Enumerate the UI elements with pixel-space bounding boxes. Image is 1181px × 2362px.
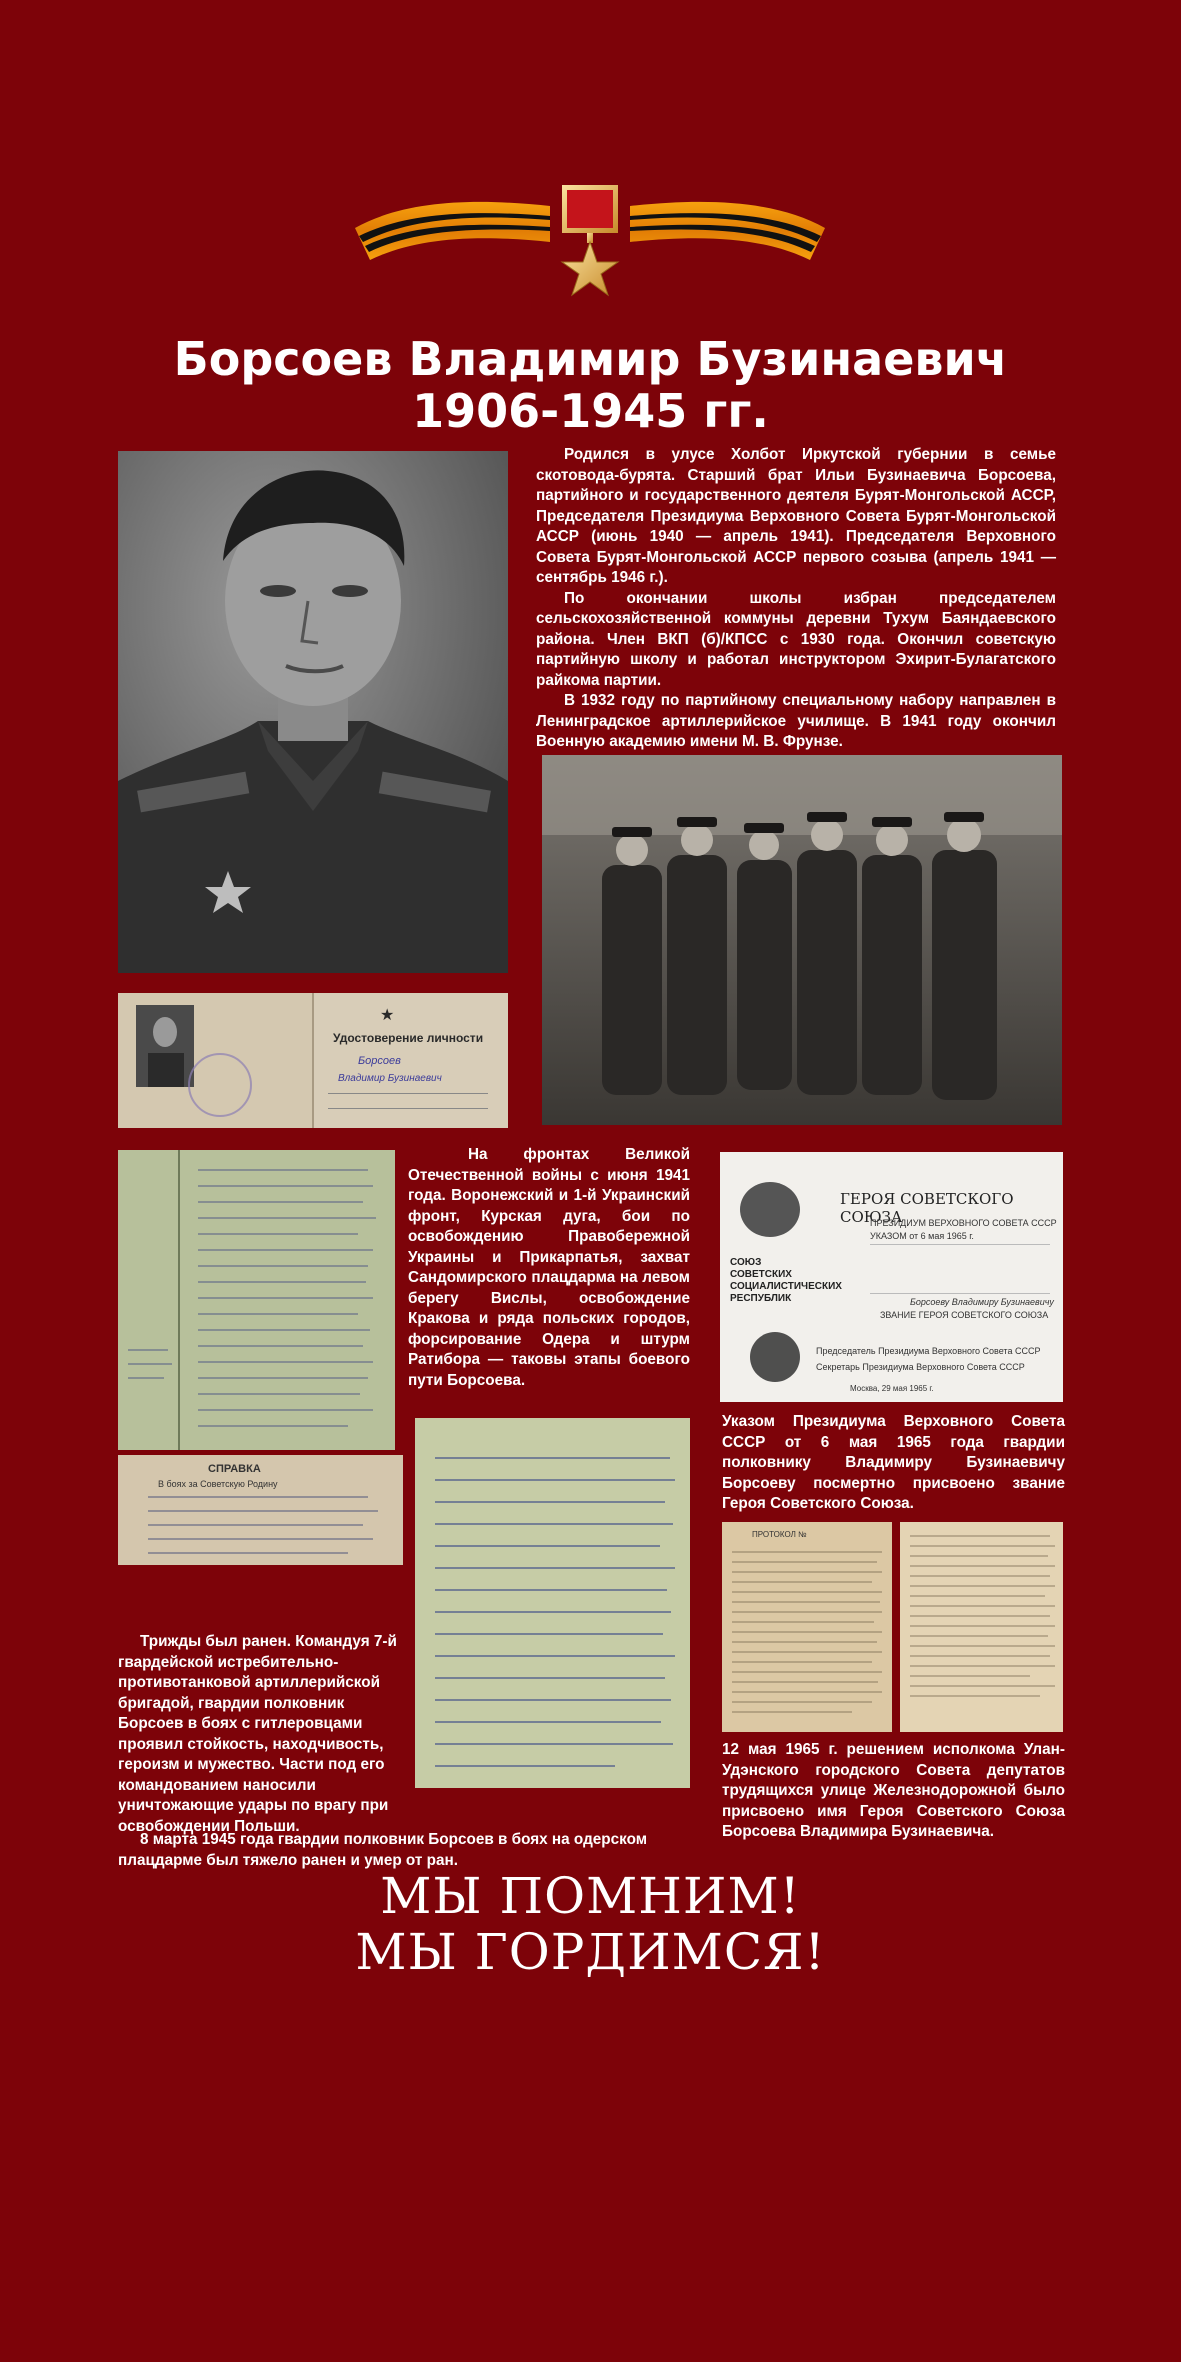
protocol-title: ПРОТОКОЛ № xyxy=(752,1530,807,1539)
hero-years: 1906-1945 гг. xyxy=(412,384,769,438)
wounds-text xyxy=(118,1632,410,1837)
certificate-secretary: Секретарь Президиума Верховного Совета СССР xyxy=(816,1362,1025,1372)
certificate-chairman: Председатель Президиума Верховного Совета СССР xyxy=(816,1346,1041,1356)
id-card-document xyxy=(118,993,508,1128)
certificate-rank: ЗВАНИЕ ГЕРОЯ СОВЕТСКОГО СОЮЗА xyxy=(880,1310,1049,1320)
page-title xyxy=(0,333,1181,437)
slogan-line-2: МЫ ГОРДИМСЯ! xyxy=(355,1923,826,1981)
slogan-line-1: МЫ ПОМНИМ! xyxy=(380,1867,801,1925)
street-naming-p: 12 мая 1965 г. решением исполкома Улан-Удэнского городского Совета депутатов трудящихся улице Железнодорожной было присвоено имя Героя Советского Союза Борсоева Владимира Бузинаевича. xyxy=(722,1741,1065,1840)
emblem-icon xyxy=(740,1182,800,1237)
certificate-union: СОЮЗ СОВЕТСКИХ СОЦИАЛИСТИЧЕСКИХ РЕСПУБЛИК xyxy=(730,1257,842,1304)
hero-certificate-document xyxy=(720,1152,1063,1402)
wounds-p1: Трижды был ранен. Командуя 7-й гвардейской истребительно-противотанковой артиллерийской бригадой, гвардии полковник Борсоев в боях с гитлеровцами проявил стойкость, находчивость, героизм и мужество. Части под его командованием наносили уничтожающие удары по врагу при освобождении Польши. xyxy=(118,1633,397,1835)
protocol-document-2 xyxy=(900,1522,1063,1732)
id-card-name: Владимир Бузинаевич xyxy=(338,1073,442,1084)
war-path-text xyxy=(408,1145,690,1391)
slogan xyxy=(0,1868,1181,1980)
biography-p1: Родился в улусе Холбот Иркутской губернии в семье скотовода-бурята. Старший брат Ильи Бузинаевича Борсоева, партийного и государственного деятеля Бурят-Монгольской АССР, Председателя Президиума Верховного Совета Бурят-Монгольской АССР (июнь 1940 — апрель 1941). Председателя Верховного Совета Бурят-Монгольской АССР первого созыва (апрель 1941 — сентябрь 1946 г.). xyxy=(536,446,1056,586)
portrait-photo xyxy=(118,451,508,973)
certificate-presidium: ПРЕЗИДИУМ ВЕРХОВНОГО СОВЕТА СССР xyxy=(870,1218,1057,1228)
group-photo xyxy=(542,755,1062,1125)
street-naming-text xyxy=(722,1740,1065,1843)
spravka-title: СПРАВКА xyxy=(208,1463,261,1475)
seal-icon xyxy=(750,1332,800,1382)
star-icon: ★ xyxy=(380,1007,395,1024)
wounds-text-2 xyxy=(118,1830,690,1871)
hero-name: Борсоев Владимир Бузинаевич xyxy=(173,332,1008,386)
hero-decree-p: Указом Президиума Верховного Совета СССР от 6 мая 1965 года гвардии полковнику Владимиру Бузинаевичу Борсоеву посмертно присвоено звание Героя Советского Союза. xyxy=(722,1413,1065,1512)
protocol-document-1 xyxy=(722,1522,892,1732)
certificate-recipient: Борсоеву Владимиру Бузинаевичу xyxy=(910,1297,1054,1307)
biography-p2: По окончании школы избран председателем сельскохозяйственной коммуны деревни Тухум Баяндаевского района. Член ВКП (б)/КПСС с 1930 года. Окончил советскую партийную школу и работал инструктором Эхирит-Булагатского райкома партии. xyxy=(536,589,1056,689)
biography-p3: В 1932 году по партийному специальному набору направлен в Ленинградское артиллерийское училище. В 1941 году окончил Военную академию имени М. В. Фрунзе. xyxy=(536,692,1056,750)
wounds-p2: 8 марта 1945 года гвардии полковник Борсоев в боях на одерском плацдарме был тяжело ранен и умер от ран. xyxy=(118,1831,648,1869)
st-george-ribbon-star xyxy=(345,180,835,300)
certificate-title: ГЕРОЯ СОВЕТСКОГО СОЮЗА xyxy=(840,1190,1014,1226)
hero-decree-text xyxy=(722,1412,1065,1515)
award-sheet-document xyxy=(118,1150,395,1450)
id-card-surname: Борсоев xyxy=(358,1055,401,1067)
certificate-ukaz: УКАЗОМ от 6 мая 1965 г. xyxy=(870,1231,974,1241)
id-card-title: Удостоверение личности xyxy=(333,1031,484,1045)
certificate-place-date: Москва, 29 мая 1965 г. xyxy=(850,1384,934,1393)
spravka-subtitle: В боях за Советскую Родину xyxy=(158,1479,278,1489)
spravka-document xyxy=(118,1455,403,1565)
handwritten-letter-document xyxy=(415,1418,690,1788)
war-path-p: На фронтах Великой Отечественной войны с июня 1941 года. Воронежский и 1-й Украинский фронт, Курская дуга, бои по освобождению Правобережной Украины и Прикарпатья, захват Сандомирского плацдарма на левом берегу Вислы, освобождение Кракова и ряда польских городов, форсирование Одера и штурм Ратибора — таковы этапы боевого пути Борсоева. xyxy=(408,1146,690,1389)
biography-text xyxy=(536,445,1056,753)
